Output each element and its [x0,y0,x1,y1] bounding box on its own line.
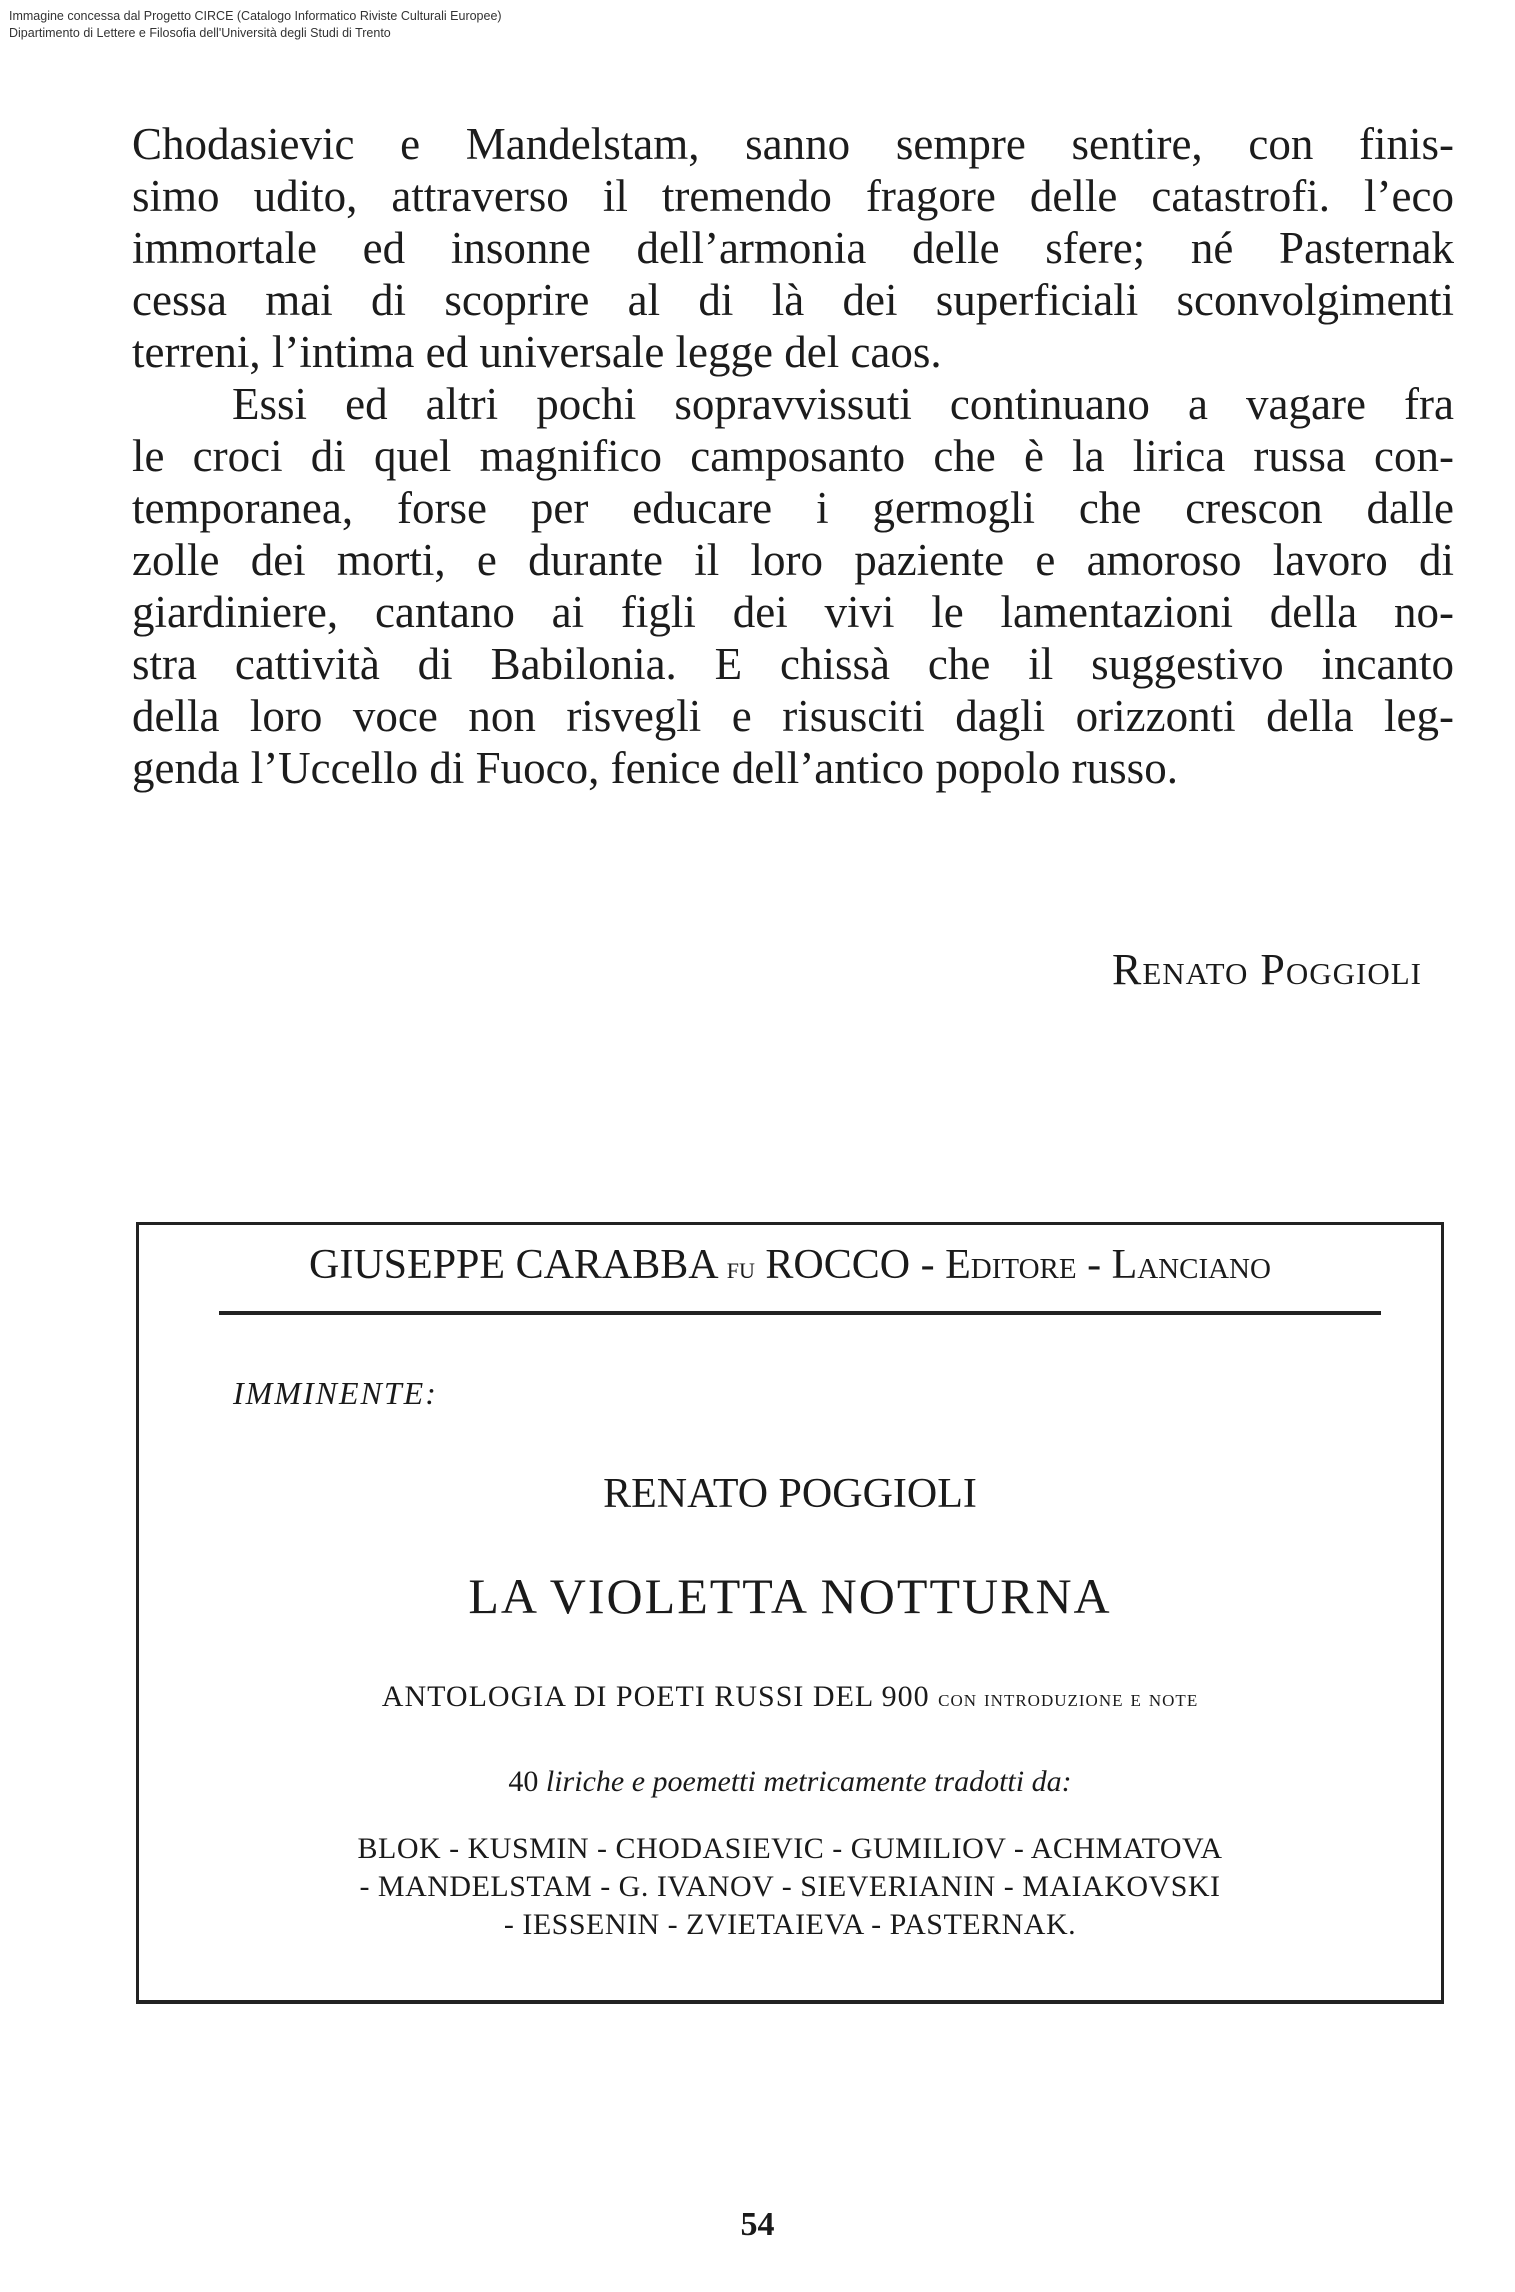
book-contents-note [139,1765,1441,1799]
body-line: stra cattività di Babilonia. E chissà che il suggestivo incanto [132,639,1454,689]
body-line: immortale ed insonne dell’armonia delle sfere; né Pasternak [132,223,1454,273]
body-line: le croci di quel magnifico camposanto che è la lirica russa con- [132,431,1454,481]
publisher-header [139,1241,1441,1289]
body-line: Essi ed altri pochi sopravvissuti continuano a vagare fra [232,379,1454,429]
publisher-name: GIUSEPPE CARABBA [309,1242,717,1288]
imminent-label: IMMINENTE: [233,1375,438,1411]
body-line: giardiniere, cantano ai figli dei vivi le lamentazioni della no- [132,587,1454,637]
poet-list-line: - MANDELSTAM - G. IVANOV - SIEVERIANIN - MAIAKOVSKI [359,1870,1221,1903]
credit-line-2: Dipartimento di Lettere e Filosofia dell'Università degli Studi di Trento [9,26,391,40]
count-number: 40 [508,1765,539,1798]
body-line: terreni, l’intima ed universale legge del caos. [132,327,942,377]
book-author: RENATO POGGIOLI [603,1471,977,1517]
body-line: della loro voce non risvegli e risusciti dagli orizzonti della leg- [132,691,1454,741]
book-title: LA VIOLETTA NOTTURNA [468,1568,1112,1624]
count-text: liriche e poemetti metricamente tradotti da: [545,1765,1072,1798]
body-line: Chodasievic e Mandelstam, sanno sempre sentire, con finis- [132,119,1454,169]
subtitle-extra: con introduzione e note [938,1686,1199,1712]
body-line: cessa mai di scoprire al di là dei superficiali sconvolgimenti [132,275,1454,325]
body-line: zolle dei morti, e durante il loro paziente e amoroso lavoro di [132,535,1454,585]
body-line: temporanea, forse per educare i germogli che crescon dalle [132,483,1454,533]
publisher-rocco: ROCCO [765,1242,911,1288]
header-separator: - [1076,1242,1112,1288]
poet-list [139,1830,1441,1944]
header-rule [219,1311,1381,1315]
body-line: simo udito, attraverso il tremendo fragore delle catastrofi. l’eco [132,171,1454,221]
page-number: 54 [740,2206,775,2243]
poet-list-line: BLOK - KUSMIN - CHODASIEVIC - GUMILIOV - ACHMATOVA [357,1832,1223,1865]
header-separator: - [910,1242,946,1288]
book-subtitle [139,1680,1441,1714]
poet-list-line: - IESSENIN - ZVIETAIEVA - PASTERNAK. [503,1908,1077,1941]
author-signature: Renato Poggioli [1112,945,1422,994]
publisher-fu: fu [726,1249,755,1285]
image-credit [9,8,502,42]
article-body [132,118,1454,794]
publisher-role: Editore [945,1242,1077,1288]
subtitle-main: ANTOLOGIA DI POETI RUSSI DEL 900 [381,1680,930,1713]
body-line: genda l’Uccello di Fuoco, fenice dell’antico popolo russo. [132,743,1178,793]
publisher-advertisement [136,1222,1444,2004]
publisher-city: Lanciano [1111,1242,1271,1288]
credit-line-1: Immagine concessa dal Progetto CIRCE (Catalogo Informatico Riviste Culturali Europee) [9,9,502,23]
